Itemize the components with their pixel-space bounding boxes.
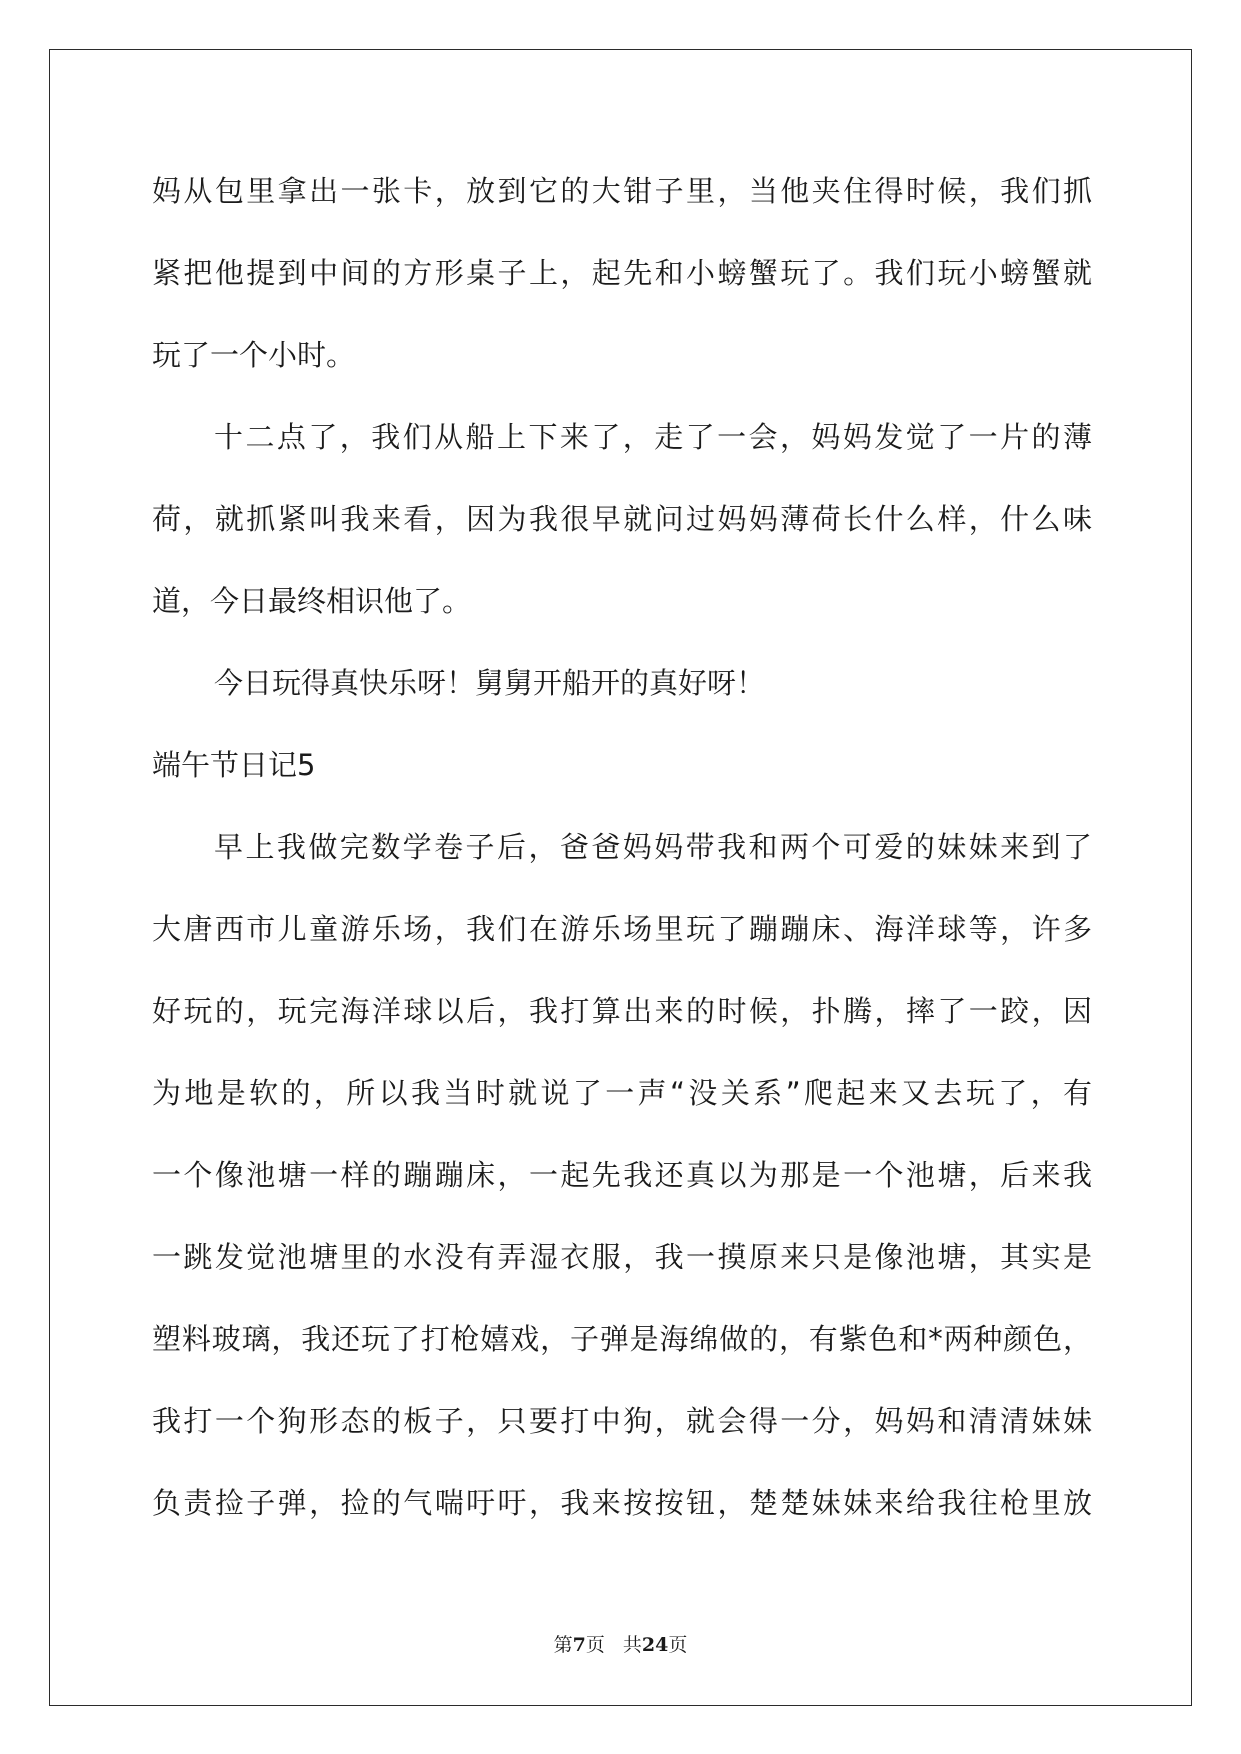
text-line: 好玩的，玩完海洋球以后，我打算出来的时候，扑腾，摔了一跤，因 (152, 994, 1092, 1028)
footer-total-prefix: 共 (622, 1634, 642, 1656)
text-line: 今日玩得真快乐呀！舅舅开船开的真好呀！ (214, 666, 766, 700)
text-line: 玩了一个小时。 (152, 338, 356, 372)
text-line: 荷，就抓紧叫我来看，因为我很早就问过妈妈薄荷长什么样，什么味 (152, 502, 1092, 536)
page-footer (0, 1630, 1241, 1657)
text-line: 塑料玻璃，我还玩了打枪嬉戏，子弹是海绵做的，有紫色和*两种颜色， (152, 1322, 1092, 1356)
footer-prefix: 第 (553, 1634, 573, 1656)
text-line: 负责捡子弹，捡的气喘吁吁，我来按按钮，楚楚妹妹来给我往枪里放 (152, 1486, 1092, 1520)
text-line: 妈从包里拿出一张卡，放到它的大钳子里，当他夹住得时候，我们抓 (152, 174, 1092, 208)
text-line: 紧把他提到中间的方形桌子上，起先和小螃蟹玩了。我们玩小螃蟹就 (152, 256, 1092, 290)
current-page-number: 7 (572, 1634, 586, 1656)
text-line: 端午节日记5 (152, 748, 316, 782)
footer-total-suffix: 页 (668, 1634, 688, 1656)
total-pages-number: 24 (641, 1634, 669, 1656)
text-line: 我打一个狗形态的板子，只要打中狗，就会得一分，妈妈和清清妹妹 (152, 1404, 1092, 1438)
text-line: 十二点了，我们从船上下来了，走了一会，妈妈发觉了一片的薄 (214, 420, 1092, 454)
text-line: 一跳发觉池塘里的水没有弄湿衣服，我一摸原来只是像池塘，其实是 (152, 1240, 1092, 1274)
text-line: 大唐西市儿童游乐场，我们在游乐场里玩了蹦蹦床、海洋球等，许多 (152, 912, 1092, 946)
footer-page-word: 页 (585, 1634, 605, 1656)
text-line: 为地是软的，所以我当时就说了一声“没关系”爬起来又去玩了，有 (152, 1076, 1092, 1110)
text-line: 道，今日最终相识他了。 (152, 584, 472, 618)
document-body (152, 150, 1092, 1544)
text-line: 早上我做完数学卷子后，爸爸妈妈带我和两个可爱的妹妹来到了 (214, 830, 1092, 864)
text-line: 一个像池塘一样的蹦蹦床，一起先我还真以为那是一个池塘，后来我 (152, 1158, 1092, 1192)
